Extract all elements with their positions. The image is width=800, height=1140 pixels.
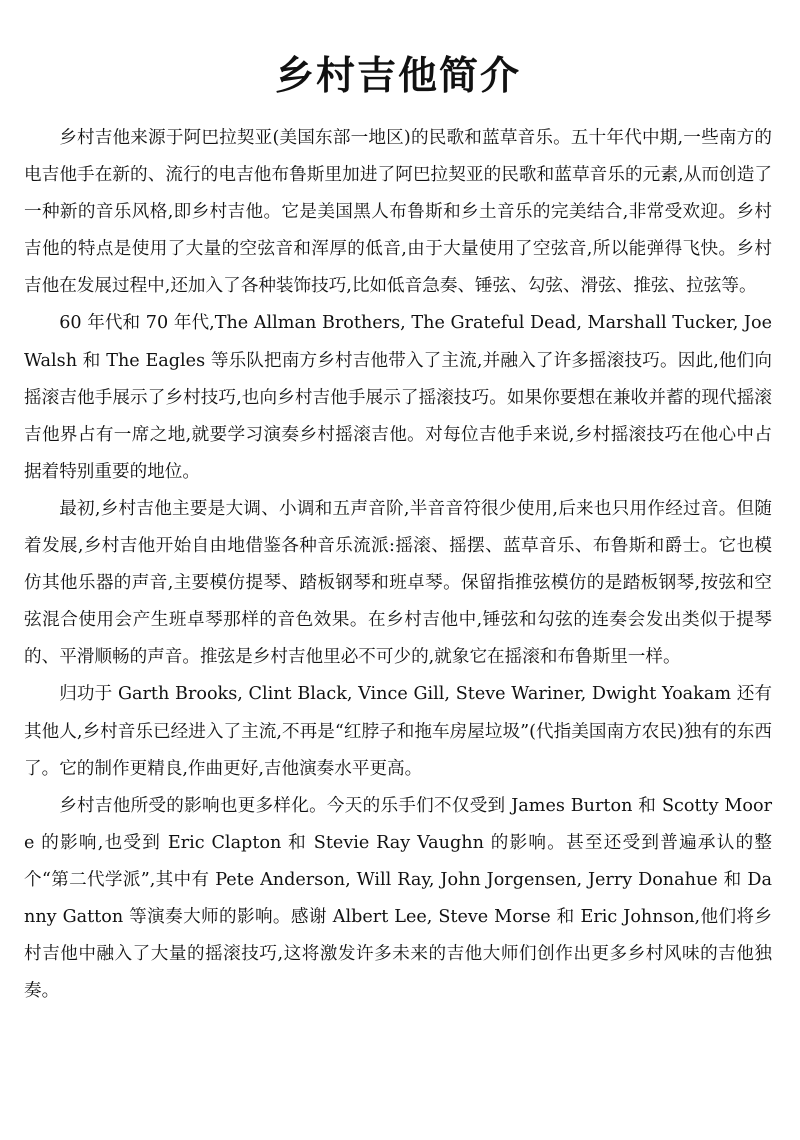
- paragraph-mainstream: 归功于 Garth Brooks, Clint Black, Vince Gill, Steve Wariner, Dwight Yoakam 还有其他人,乡村音乐已经进入了主流,不再是“红脖子和拖车房屋垃圾”(代指美国南方农民)独有的东西了。它的制作更精良,作曲更好,吉他演奏水平更高。: [24, 684, 772, 779]
- paragraph-scales-and-influences: 最初,乡村吉他主要是大调、小调和五声音阶,半音音符很少使用,后来也只用作经过音。但随着发展,乡村吉他开始自由地借鉴各种音乐流派:摇滚、摇摆、蓝草音乐、布鲁斯和爵士。它也模仿其他乐器的声音,主要模仿提琴、踏板钢琴和班卓琴。保留指推弦模仿的是踏板钢琴,按弦和空弦混合使用会产生班卓琴那样的音色效果。在乡村吉他中,锤弦和勾弦的连奏会发出类似于提琴的、平滑顺畅的声音。推弦是乡村吉他里必不可少的,就象它在摇滚和布鲁斯里一样。: [24, 498, 772, 668]
- document-title: 乡村吉他简介: [274, 54, 521, 99]
- paragraph-modern-influences: 乡村吉他所受的影响也更多样化。今天的乐手们不仅受到 James Burton 和 Scotty Moore 的影响,也受到 Eric Clapton 和 Stevie Ray Vaughn 的影响。甚至还受到普遍承认的整个“第二代学派”,其中有 Pete Anderson, Will Ray, John Jorgensen, Jerry Donahue 和 Danny Gatton 等演奏大师的影响。感谢 Albert Lee, Steve Morse 和 Eric Johnson,他们将乡村吉他中融入了大量的摇滚技巧,这将激发许多未来的吉他大师们创作出更多乡村风味的吉他独奏。: [24, 795, 772, 1002]
- paragraph-origin: 乡村吉他来源于阿巴拉契亚(美国东部一地区)的民歌和蓝草音乐。五十年代中期,一些南方的电吉他手在新的、流行的电吉他布鲁斯里加进了阿巴拉契亚的民歌和蓝草音乐的元素,从而创造了一种新的音乐风格,即乡村吉他。它是美国黑人布鲁斯和乡土音乐的完美结合,非常受欢迎。乡村吉他的特点是使用了大量的空弦音和浑厚的低音,由于大量使用了空弦音,所以能弹得飞快。乡村吉他在发展过程中,还加入了各种装饰技巧,比如低音急奏、锤弦、勾弦、滑弦、推弦、拉弦等。: [24, 128, 772, 297]
- paragraph-southern-rock: 60 年代和 70 年代,The Allman Brothers, The Grateful Dead, Marshall Tucker, Joe Walsh 和 The Eagles 等乐队把南方乡村吉他带入了主流,并融入了许多摇滚技巧。因此,他们向摇滚吉他手展示了乡村技巧,也向乡村吉他手展示了摇滚技巧。如果你要想在兼收并蓄的现代摇滚吉他界占有一席之地,就要学习演奏乡村摇滚吉他。对每位吉他手来说,乡村摇滚技巧在他心中占据着特别重要的地位。: [24, 313, 772, 482]
